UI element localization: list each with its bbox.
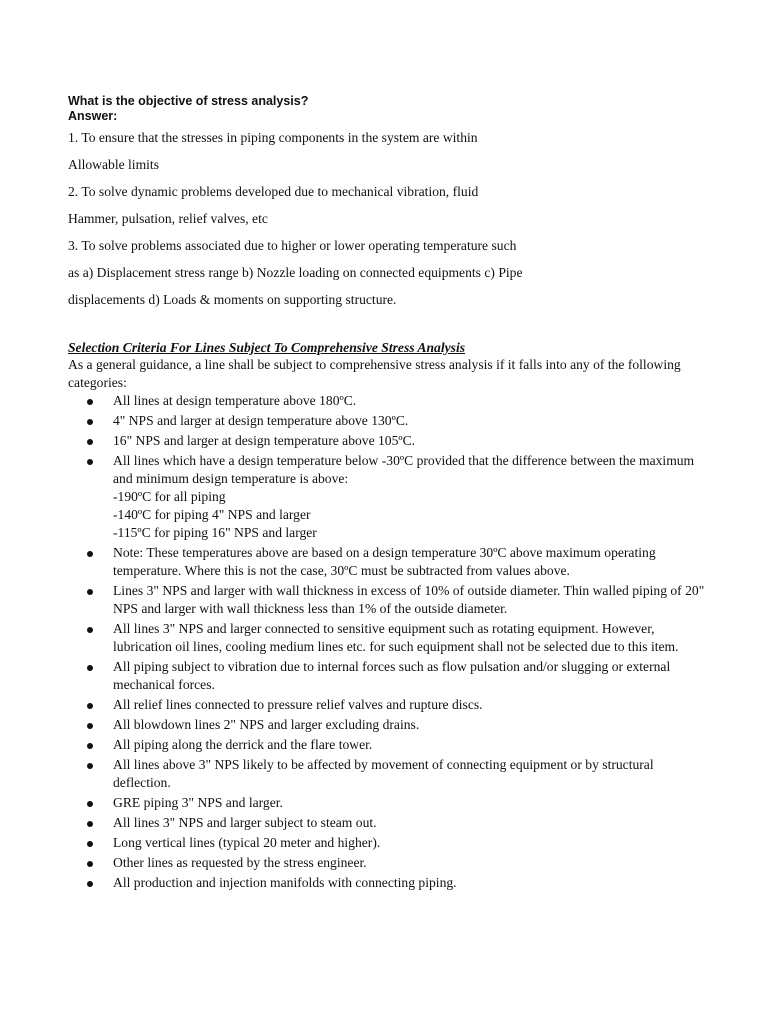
answer-line: 1. To ensure that the stresses in piping components in the system are within	[68, 130, 478, 145]
question-heading: What is the objective of stress analysis?	[68, 94, 309, 108]
list-item-text: All lines 3" NPS and larger connected to sensitive equipment such as rotating equipment. However, lubrication oil lines, cooling medium lines etc. for such equipment shall not be selected due to this item.	[113, 621, 679, 654]
list-item-text: All piping subject to vibration due to internal forces such as flow pulsation and/or slugging or external mechanical forces.	[113, 659, 671, 692]
list-item-text: All lines at design temperature above 180ºC.	[113, 393, 357, 408]
bullet-icon	[87, 439, 93, 445]
list-item-text: All lines above 3" NPS likely to be affected by movement of connecting equipment or by structural deflection.	[113, 757, 654, 790]
bullet-icon	[87, 399, 93, 405]
list-item	[68, 874, 708, 892]
list-item-text: Other lines as requested by the stress engineer.	[113, 855, 367, 870]
list-item	[68, 582, 708, 618]
list-item	[68, 696, 708, 714]
bullet-icon	[87, 723, 93, 729]
section-heading: Selection Criteria For Lines Subject To Comprehensive Stress Analysis	[68, 340, 466, 355]
list-item-text: All piping along the derrick and the flare tower.	[113, 737, 373, 752]
list-item-text: Long vertical lines (typical 20 meter and higher).	[113, 835, 381, 850]
list-item-text: All production and injection manifolds with connecting piping.	[113, 875, 457, 890]
bullet-icon	[87, 551, 93, 557]
list-item-text: All lines which have a design temperature below -30ºC provided that the difference between the maximum and minimum design temperature is above:	[113, 453, 695, 486]
answer-line: 2. To solve dynamic problems developed due to mechanical vibration, fluid	[68, 184, 479, 199]
bullet-icon	[87, 743, 93, 749]
list-item	[68, 814, 708, 832]
list-item-text: GRE piping 3" NPS and larger.	[113, 795, 283, 810]
list-item	[68, 392, 708, 410]
list-item-text: 4" NPS and larger at design temperature above 130ºC.	[113, 413, 409, 428]
list-item-text: All relief lines connected to pressure relief valves and rupture discs.	[113, 697, 483, 712]
bullet-icon	[87, 703, 93, 709]
list-item	[68, 756, 708, 792]
list-item	[68, 432, 708, 450]
list-item	[68, 452, 708, 542]
answer-text	[68, 124, 708, 313]
list-item	[68, 736, 708, 754]
answer-line: as a) Displacement stress range b) Nozzle loading on connected equipments c) Pipe	[68, 265, 523, 280]
sub-item: -190ºC for all piping	[113, 489, 226, 504]
list-item	[68, 658, 708, 694]
bullet-icon	[87, 861, 93, 867]
list-item	[68, 834, 708, 852]
answer-line: displacements d) Loads & moments on supporting structure.	[68, 292, 397, 307]
bullet-icon	[87, 419, 93, 425]
bullet-icon	[87, 589, 93, 595]
list-item-text: 16" NPS and larger at design temperature above 105ºC.	[113, 433, 416, 448]
section-intro: As a general guidance, a line shall be subject to comprehensive stress analysis if it falls into any of the following categories:	[68, 357, 681, 390]
answer-label: Answer:	[68, 109, 118, 123]
answer-line: Allowable limits	[68, 157, 159, 172]
sub-item: -115ºC for piping 16" NPS and larger	[113, 525, 317, 540]
list-item-text: Note: These temperatures above are based on a design temperature 30ºC above maximum operating temperature. Where this is not the case, 30ºC must be subtracted from values above.	[113, 545, 656, 578]
list-item-text: Lines 3" NPS and larger with wall thickness in excess of 10% of outside diameter. Thin walled piping of 20" NPS and larger with wall thickness less than 1% of the outside diameter.	[113, 583, 705, 616]
list-item	[68, 854, 708, 872]
list-item	[68, 716, 708, 734]
bullet-icon	[87, 459, 93, 465]
bullet-icon	[87, 627, 93, 633]
list-item	[68, 794, 708, 812]
bullet-icon	[87, 821, 93, 827]
bullet-icon	[87, 665, 93, 671]
list-item	[68, 412, 708, 430]
list-item	[68, 620, 708, 656]
answer-line: Hammer, pulsation, relief valves, etc	[68, 211, 268, 226]
sub-item: -140ºC for piping 4" NPS and larger	[113, 507, 311, 522]
criteria-list	[68, 392, 708, 894]
list-item	[68, 544, 708, 580]
bullet-icon	[87, 801, 93, 807]
list-item-text: All lines 3" NPS and larger subject to steam out.	[113, 815, 377, 830]
list-item-text: All blowdown lines 2" NPS and larger excluding drains.	[113, 717, 420, 732]
bullet-icon	[87, 881, 93, 887]
answer-line: 3. To solve problems associated due to higher or lower operating temperature such	[68, 238, 517, 253]
bullet-icon	[87, 841, 93, 847]
bullet-icon	[87, 763, 93, 769]
